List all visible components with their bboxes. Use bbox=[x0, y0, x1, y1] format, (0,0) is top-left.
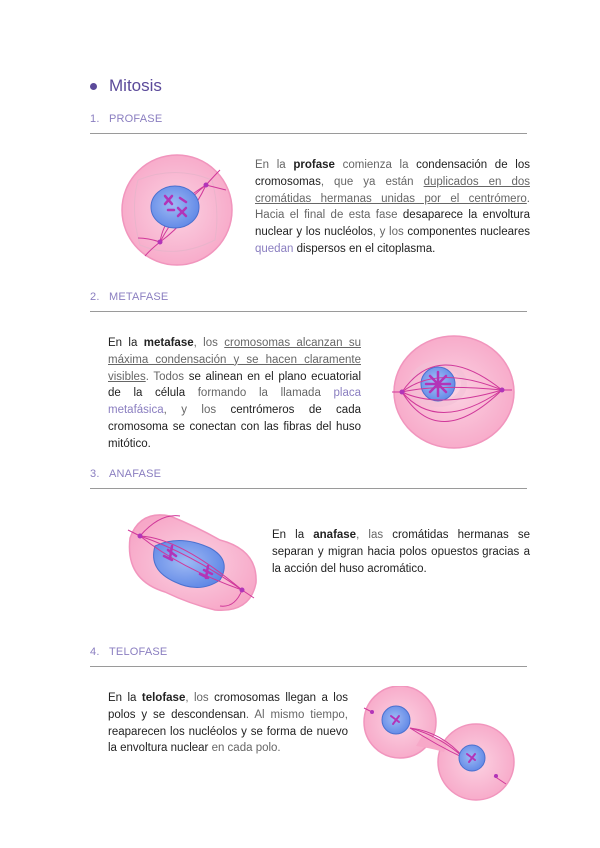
section-heading-anafase bbox=[90, 468, 527, 489]
page-title-text: Mitosis bbox=[109, 76, 162, 95]
telophase-cell-illustration bbox=[360, 686, 520, 802]
metaphase-cell-illustration bbox=[390, 334, 520, 452]
prophase-cell-illustration bbox=[120, 150, 235, 268]
anafase-paragraph: En la anafase, las cromátidas hermanas se separan y migran hacia polos opuestos gracias a la acción del huso acromático. bbox=[272, 529, 530, 575]
anaphase-cell-illustration bbox=[120, 508, 260, 616]
section-heading-text: TELOFASE bbox=[109, 646, 168, 658]
section-heading-metafase bbox=[90, 291, 527, 312]
metafase-paragraph: En la metafase, los cromosomas alcanzan su máxima condensación y se hacen claramente visibles. Todos se alinean en el plano ecuatorial de la célula formando la llamada placa metafásica, y los centrómeros de cada cromosoma se conectan con las fibras del huso mitótico. bbox=[108, 337, 361, 450]
section-heading-profase bbox=[90, 113, 527, 134]
section-number: 2. bbox=[90, 291, 100, 303]
section-heading-telofase bbox=[90, 646, 527, 667]
page-title bbox=[90, 76, 162, 96]
section-number: 1. bbox=[90, 113, 100, 125]
profase-paragraph: En la profase comienza la condensación de los cromosomas, que ya están duplicados en dos cromátidas hermanas unidas por el centrómero. Hacia el final de esta fase desaparece la envoltura nuclear y los nucléolos, y los componentes nucleares quedan dispersos en el citoplasma. bbox=[255, 159, 530, 255]
section-heading-text: ANAFASE bbox=[109, 468, 162, 480]
bullet-icon bbox=[90, 83, 97, 90]
section-heading-text: METAFASE bbox=[109, 291, 169, 303]
section-number: 3. bbox=[90, 468, 100, 480]
section-number: 4. bbox=[90, 646, 100, 658]
telofase-paragraph: En la telofase, los cromosomas llegan a los polos y se descondensan. Al mismo tiempo, reaparecen los nucléolos y se forma de nuevo la envoltura nuclear en cada polo. bbox=[108, 692, 348, 755]
section-heading-text: PROFASE bbox=[109, 113, 163, 125]
